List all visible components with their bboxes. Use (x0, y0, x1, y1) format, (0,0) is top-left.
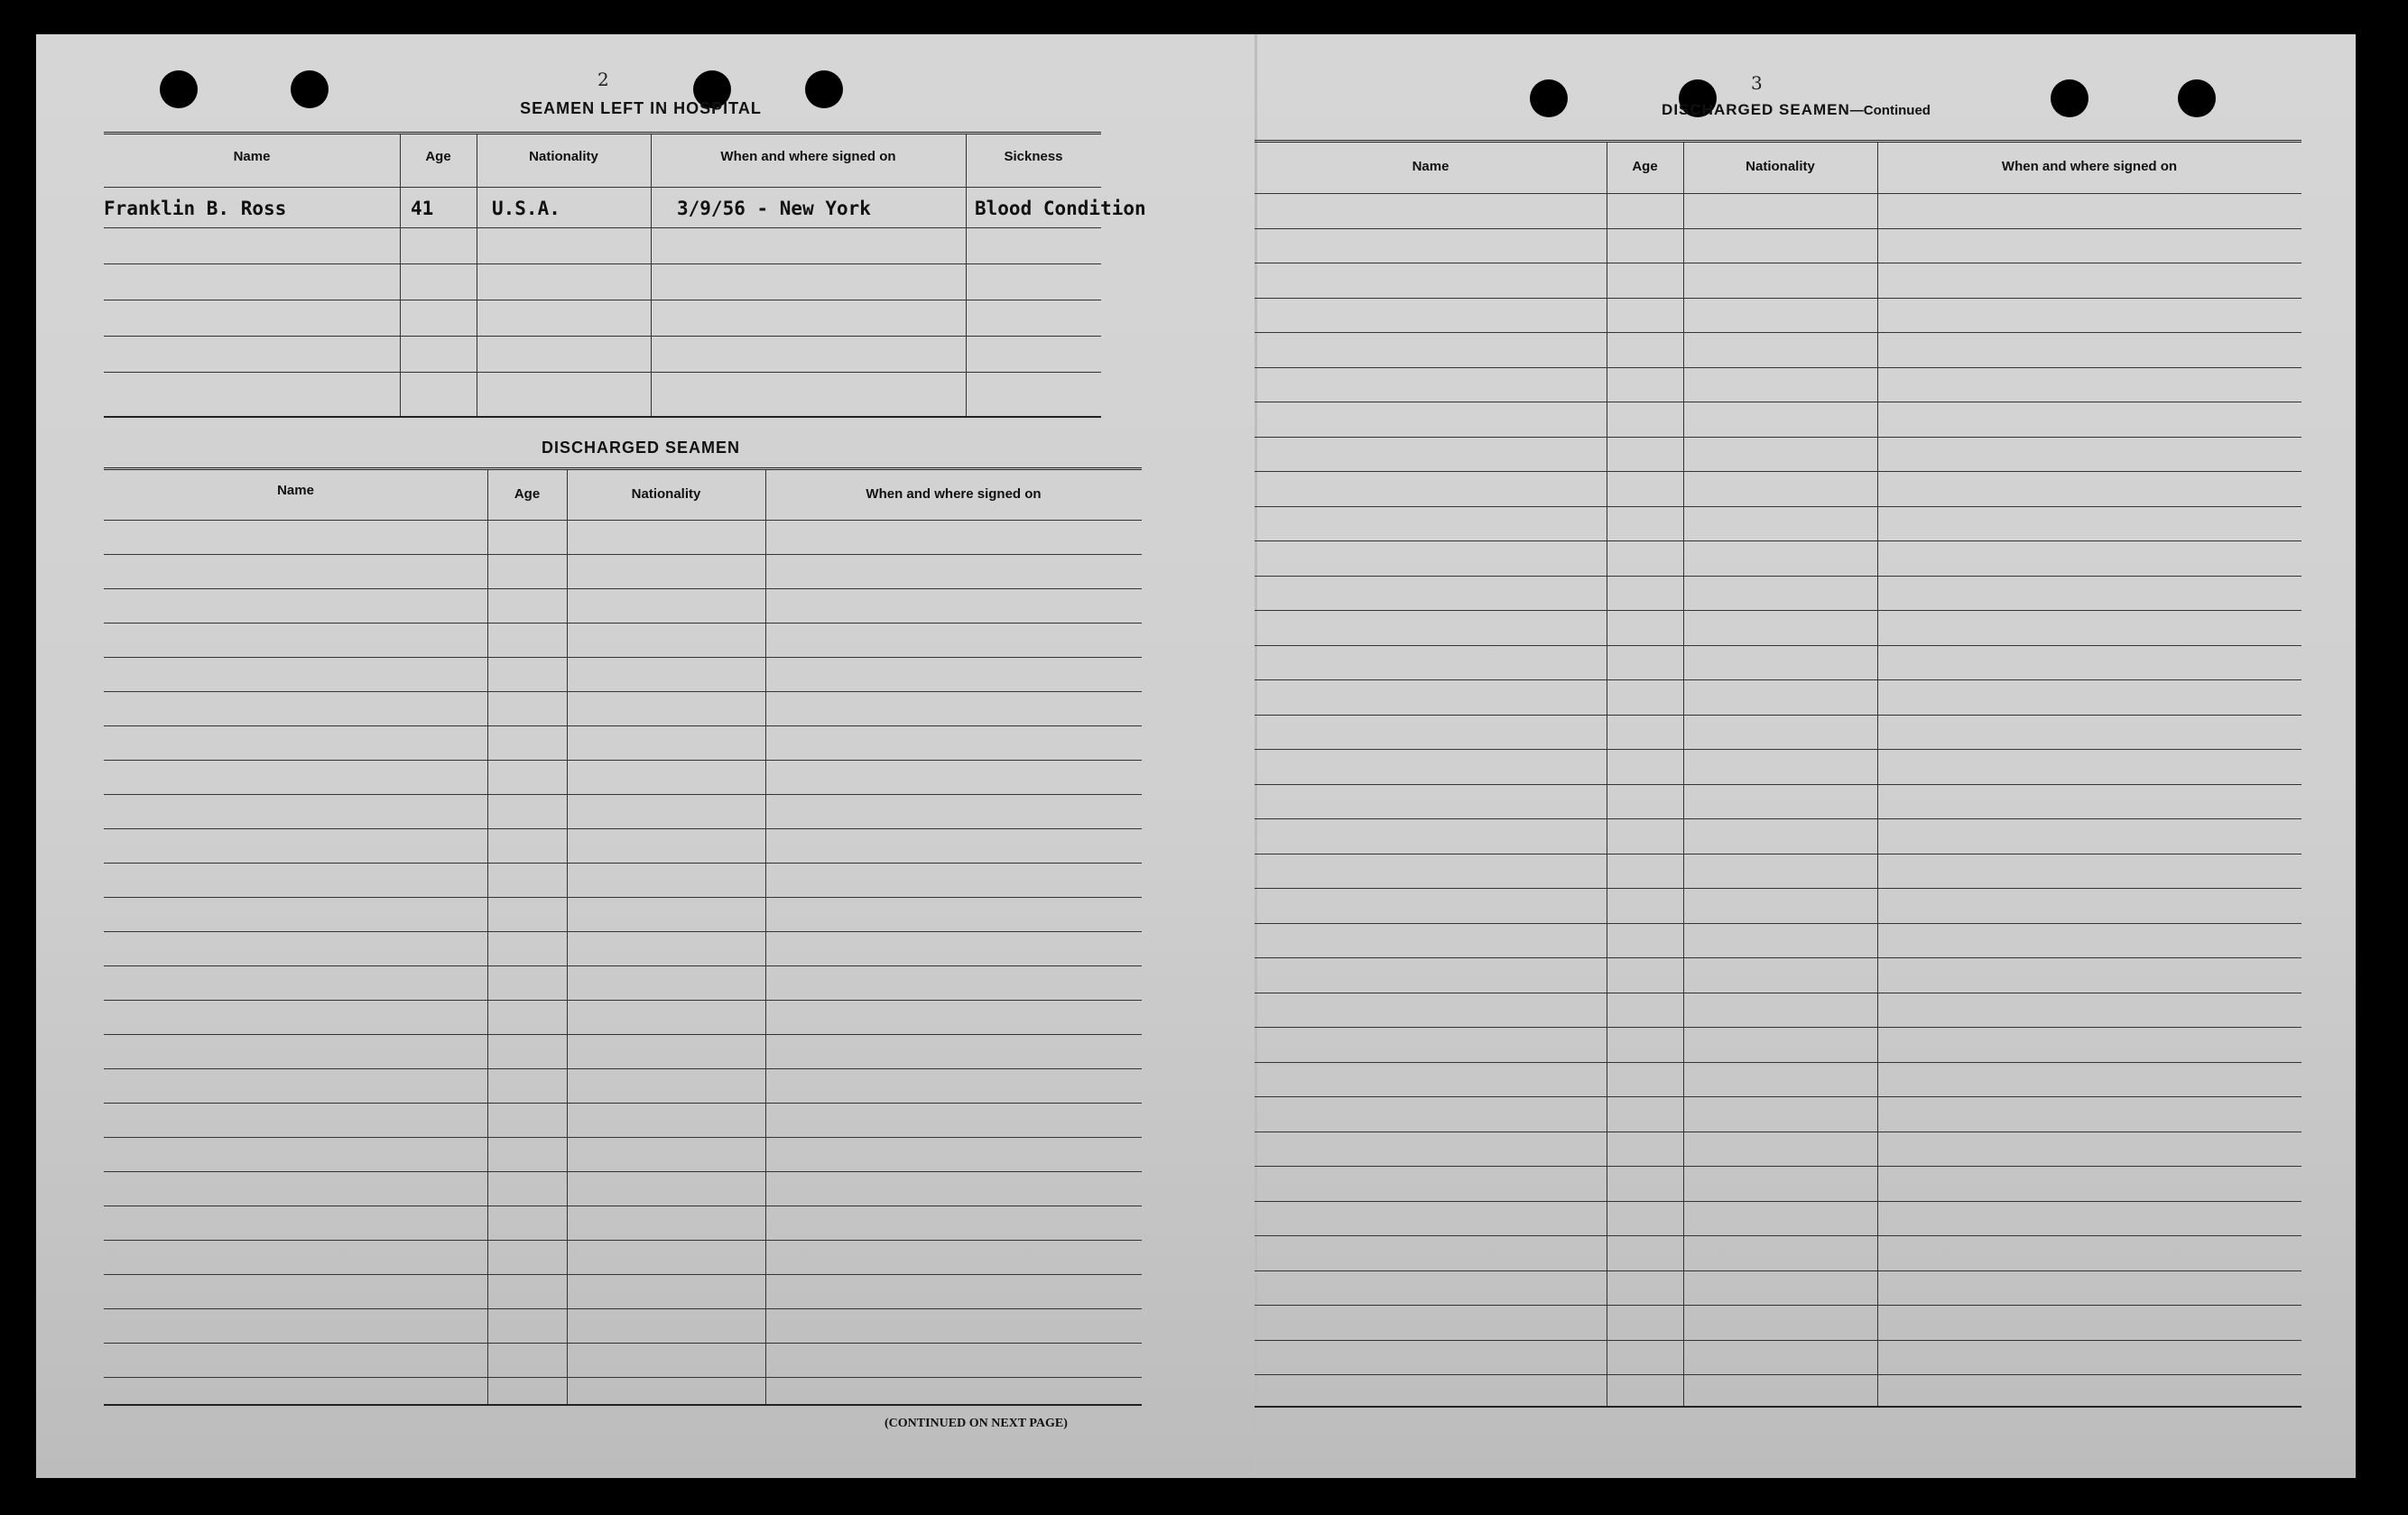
header-signed-on: When and where signed on (866, 486, 1042, 502)
discharged-table (104, 467, 1142, 1406)
continued-note: (CONTINUED ON NEXT PAGE) (884, 1417, 1068, 1430)
page-number-right: 3 (1751, 72, 1763, 94)
header-sickness: Sickness (1004, 149, 1063, 164)
page-number-left: 2 (597, 69, 609, 90)
hospital-nationality: U.S.A. (492, 198, 560, 219)
header-nationality: Nationality (529, 149, 598, 164)
punch-hole (2051, 79, 2088, 117)
punch-hole (1530, 79, 1568, 117)
header-age: Age (1632, 159, 1658, 174)
discharged-continued-table (1255, 140, 2301, 1408)
header-age: Age (514, 486, 541, 502)
discharged-title: DISCHARGED SEAMEN (541, 439, 741, 457)
header-name: Name (233, 149, 271, 164)
punch-hole (160, 70, 198, 108)
header-nationality: Nationality (631, 486, 701, 502)
discharged-continued-title (1570, 101, 2022, 119)
header-signed-on: When and where signed on (2001, 159, 2178, 174)
header-nationality: Nationality (1746, 159, 1815, 174)
hospital-table (104, 132, 1146, 418)
title-suffix: —Continued (1849, 103, 1931, 118)
header-name: Name (1412, 159, 1449, 174)
header-signed-on: When and where signed on (720, 149, 896, 164)
hospital-signed-on: 3/9/56 - New York (677, 198, 871, 219)
hospital-sickness: Blood Condition (975, 198, 1146, 219)
header-name: Name (277, 483, 314, 498)
punch-hole (2178, 79, 2216, 117)
hospital-title: SEAMEN LEFT IN HOSPITAL (520, 99, 762, 117)
punch-hole (291, 70, 329, 108)
document-sheet (36, 34, 2356, 1478)
title-main: DISCHARGED SEAMEN (1662, 101, 1850, 118)
header-age: Age (425, 149, 451, 164)
hospital-name: Franklin B. Ross (104, 198, 287, 219)
hospital-age: 41 (411, 198, 434, 219)
